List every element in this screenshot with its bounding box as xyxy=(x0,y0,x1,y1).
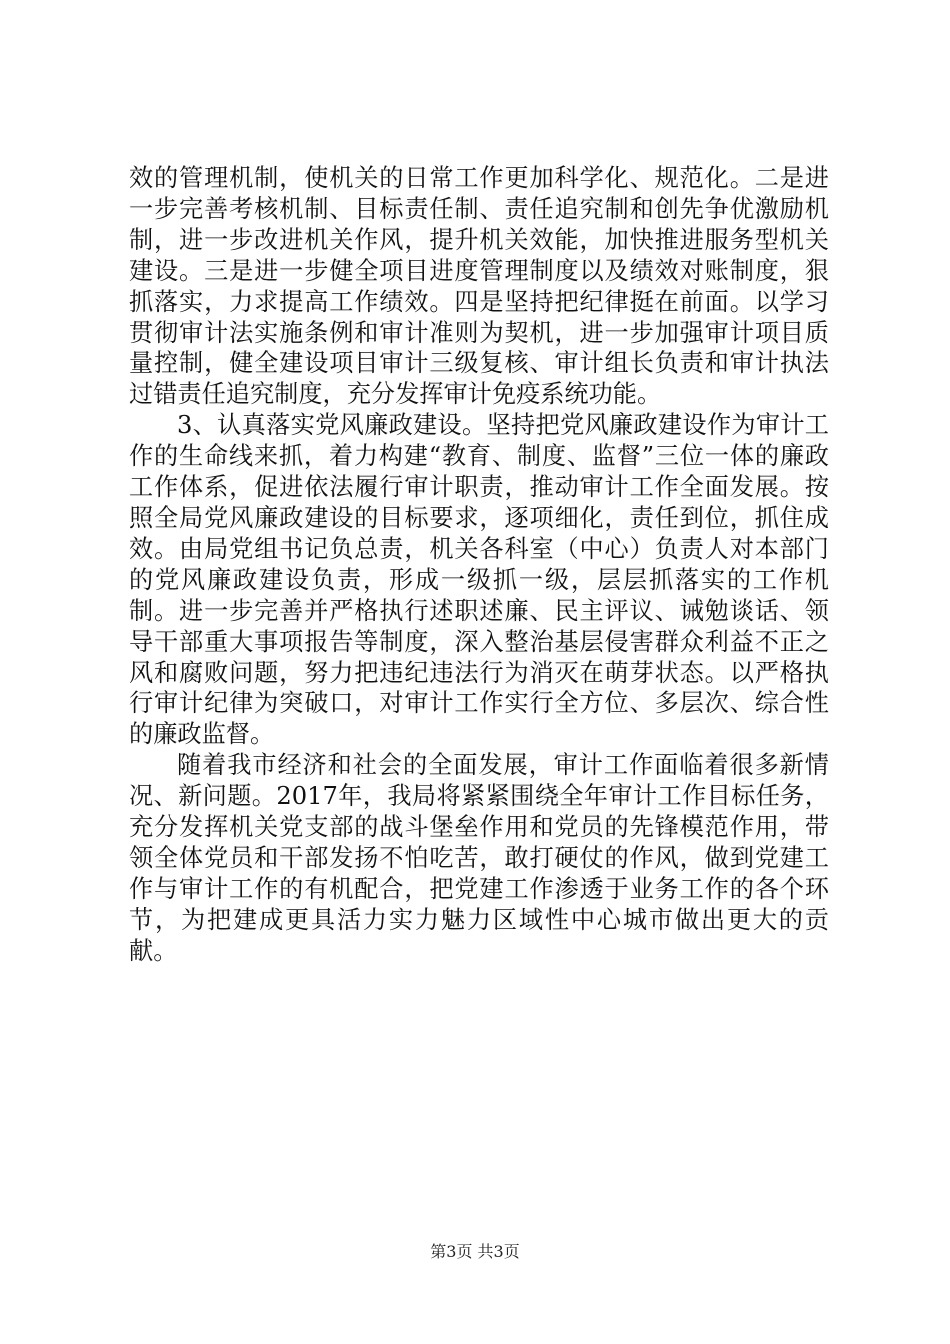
paragraph-1: 效的管理机制，使机关的日常工作更加科学化、规范化。二是进一步完善考核机制、目标责任制、责任追究制和创先争优激励机制，进一步改进机关作风，提升机关效能，加快推进服务型机关建设。三是进一步健全项目进度管理制度以及绩效对账制度，狠抓落实，力求提高工作绩效。四是坚持把纪律挺在前面。以学习贯彻审计法实施条例和审计准则为契机，进一步加强审计项目质量控制，健全建设项目审计三级复核、审计组长负责和审计执法过错责任追究制度，充分发挥审计免疫系统功能。 xyxy=(129,164,829,409)
paragraph-2: 3、认真落实党风廉政建设。坚持把党风廉政建设作为审计工作的生命线来抓，着力构建“教育、制度、监督”三位一体的廉政工作体系，促进依法履行审计职责，推动审计工作全面发展。按照全局党风廉政建设的目标要求，逐项细化，责任到位，抓住成效。由局党组书记负总责，机关各科室（中心）负责人对本部门的党风廉政建设负责，形成一级抓一级，层层抓落实的工作机制。进一步完善并严格执行述职述廉、民主评议、诫勉谈话、领导干部重大事项报告等制度，深入整治基层侵害群众利益不正之风和腐败问题，努力把违纪违法行为消灭在萌芽状态。以严格执行审计纪律为突破口，对审计工作实行全方位、多层次、综合性的廉政监督。 xyxy=(129,411,829,749)
document-body xyxy=(129,163,829,967)
paragraph-3: 随着我市经济和社会的全面发展，审计工作面临着很多新情况、新问题。2017年，我局将紧紧围绕全年审计工作目标任务，充分发挥机关党支部的战斗堡垒作用和党员的先锋模范作用，带领全体党员和干部发扬不怕吃苦，敢打硬仗的作风，做到党建工作与审计工作的有机配合，把党建工作渗透于业务工作的各个环节，为把建成更具活力实力魅力区域性中心城市做出更大的贡献。 xyxy=(129,751,829,965)
page-footer: 第3页 共3页 xyxy=(430,1242,520,1261)
